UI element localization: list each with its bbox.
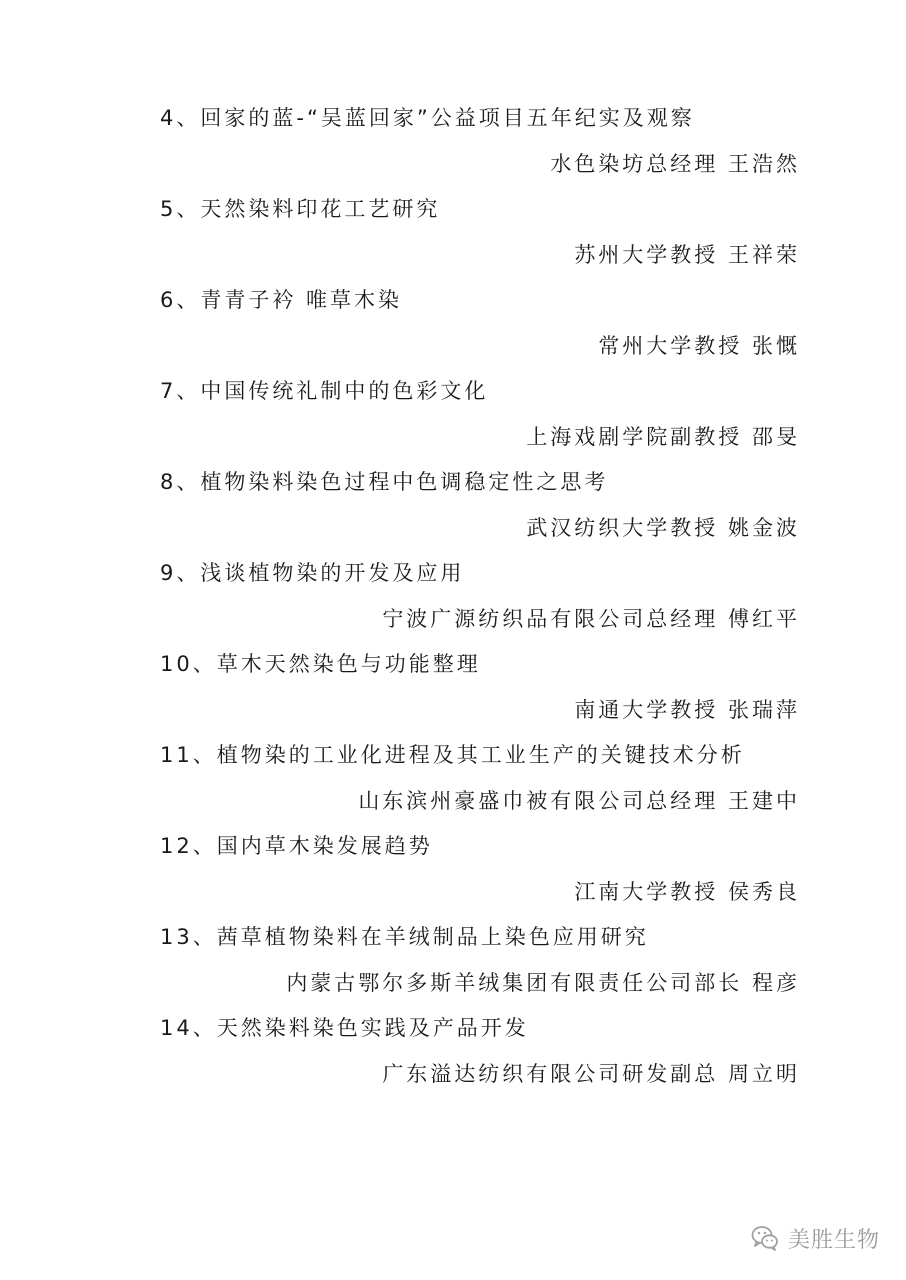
agenda-speaker: 宁波广源纺织品有限公司总经理 傅红平 <box>382 607 800 631</box>
agenda-topic: 10、草木天然染色与功能整理 <box>160 652 481 676</box>
wechat-icon <box>750 1223 780 1253</box>
agenda-item <box>160 98 800 189</box>
agenda-topic: 8、植物染料染色过程中色调稳定性之思考 <box>160 470 609 494</box>
agenda-speaker: 上海戏剧学院副教授 邵旻 <box>526 425 800 449</box>
agenda-topic: 12、国内草木染发展趋势 <box>160 834 433 858</box>
agenda-item <box>160 553 800 644</box>
agenda-speaker: 武汉纺织大学教授 姚金波 <box>526 516 800 540</box>
agenda-speaker: 水色染坊总经理 王浩然 <box>550 152 800 176</box>
agenda-topic: 4、回家的蓝-“吴蓝回家”公益项目五年纪实及观察 <box>160 106 695 130</box>
agenda-speaker: 常州大学教授 张慨 <box>598 334 800 358</box>
agenda-speaker: 山东滨州豪盛巾被有限公司总经理 王建中 <box>358 789 800 813</box>
agenda-speaker: 内蒙古鄂尔多斯羊绒集团有限责任公司部长 程彦 <box>286 971 800 995</box>
agenda-speaker: 南通大学教授 张瑞萍 <box>574 698 800 722</box>
agenda-speaker: 江南大学教授 侯秀良 <box>574 880 800 904</box>
agenda-topic: 11、植物染的工业化进程及其工业生产的关键技术分析 <box>160 743 745 767</box>
agenda-speaker: 广东溢达纺织有限公司研发副总 周立明 <box>382 1062 800 1086</box>
agenda-item <box>160 826 800 917</box>
agenda-topic: 13、茜草植物染料在羊绒制品上染色应用研究 <box>160 925 649 949</box>
agenda-topic: 5、天然染料印花工艺研究 <box>160 197 441 221</box>
agenda-item <box>160 1008 800 1099</box>
agenda-item <box>160 735 800 826</box>
watermark-text: 美胜生物 <box>787 1227 880 1253</box>
agenda-speaker: 苏州大学教授 王祥荣 <box>574 243 800 267</box>
watermark <box>750 1222 880 1254</box>
agenda-topic: 6、青青子衿 唯草木染 <box>160 288 403 312</box>
agenda-item <box>160 917 800 1008</box>
agenda-item <box>160 189 800 280</box>
agenda-list <box>160 98 800 1099</box>
agenda-item <box>160 462 800 553</box>
agenda-topic: 14、天然染料染色实践及产品开发 <box>160 1016 529 1040</box>
agenda-item <box>160 371 800 462</box>
agenda-item <box>160 280 800 371</box>
agenda-topic: 9、浅谈植物染的开发及应用 <box>160 561 465 585</box>
agenda-item <box>160 644 800 735</box>
agenda-topic: 7、中国传统礼制中的色彩文化 <box>160 379 489 403</box>
